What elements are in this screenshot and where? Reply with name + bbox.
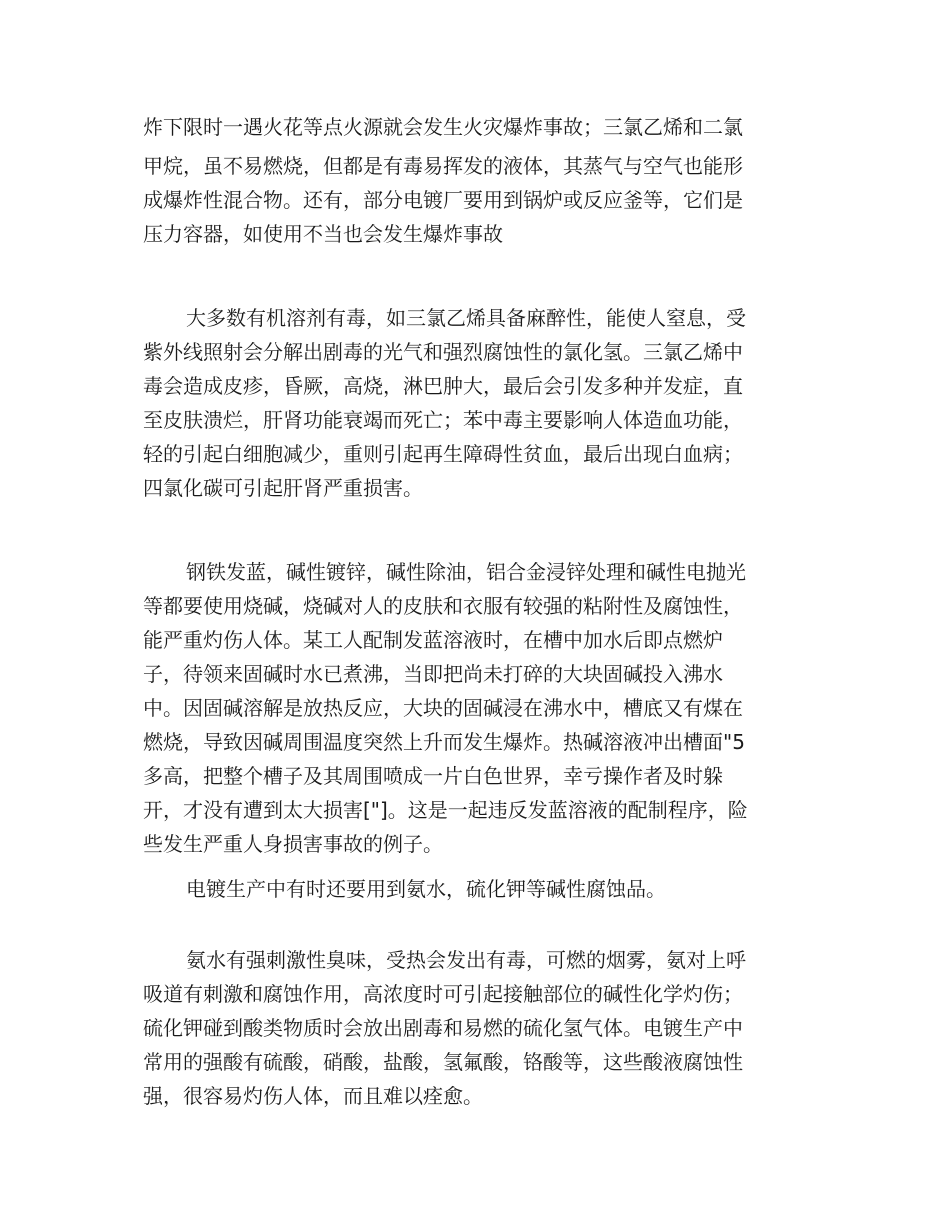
text-line: 轻的引起白细胞减少，重则引起再生障碍性贫血，最后出现白血病；: [143, 442, 743, 466]
text-line: 甲烷，虽不易燃烧，但都是有毒易挥发的液体，其蒸气与空气也能形: [143, 154, 743, 178]
text-line: 子，待领来固碱时水已煮沸，当即把尚未打碎的大块固碱投入沸水: [143, 662, 723, 686]
text-line: 开，才没有遭到太大损害["]。这是一起违反发蓝溶液的配制程序，险: [143, 798, 748, 822]
text-line: 燃烧，导致因碱周围温度突然上升而发生爆炸。热碱溶液冲出槽面"5: [143, 730, 745, 754]
text-line: 炸下限时一遇火花等点火源就会发生火灾爆炸事故；三氯乙烯和二氯: [143, 115, 743, 139]
text-line: 氨水有强刺激性臭味，受热会发出有毒，可燃的烟雾，氨对上呼: [186, 948, 746, 972]
text-line: 钢铁发蓝，碱性镀锌，碱性除油，铝合金浸锌处理和碱性电抛光: [186, 560, 746, 584]
text-line: 中。因固碱溶解是放热反应，大块的固碱浸在沸水中，槽底又有煤在: [143, 696, 743, 720]
text-line: 常用的强酸有硫酸，硝酸，盐酸，氢氟酸，铬酸等，这些酸液腐蚀性: [143, 1050, 743, 1074]
text-line: 强，很容易灼伤人体，而且难以痊愈。: [143, 1084, 483, 1108]
text-line: 大多数有机溶剂有毒，如三氯乙烯具备麻醉性，能使人窒息，受: [186, 306, 746, 330]
text-line: 些发生严重人身损害事故的例子。: [143, 832, 443, 856]
text-line: 压力容器，如使用不当也会发生爆炸事故: [143, 222, 503, 246]
text-line: 成爆炸性混合物。还有，部分电镀厂要用到锅炉或反应釜等，它们是: [143, 188, 743, 212]
text-line: 毒会造成皮疹，昏厥，高烧，淋巴肿大，最后会引发多种并发症，直: [143, 374, 743, 398]
text-line: 硫化钾碰到酸类物质时会放出剧毒和易燃的硫化氢气体。电镀生产中: [143, 1016, 743, 1040]
text-line: 能严重灼伤人体。某工人配制发蓝溶液时，在槽中加水后即点燃炉: [143, 628, 723, 652]
text-line: 四氯化碳可引起肝肾严重损害。: [143, 476, 423, 500]
text-line: 等都要使用烧碱，烧碱对人的皮肤和衣服有较强的粘附性及腐蚀性，: [143, 594, 743, 618]
text-line: 吸道有刺激和腐蚀作用，高浓度时可引起接触部位的碱性化学灼伤；: [143, 982, 743, 1006]
text-line: 多高，把整个槽子及其周围喷成一片白色世界，幸亏操作者及时躲: [143, 764, 723, 788]
text-line: 紫外线照射会分解出剧毒的光气和强烈腐蚀性的氯化氢。三氯乙烯中: [143, 340, 743, 364]
text-line: 至皮肤溃烂，肝肾功能衰竭而死亡；苯中毒主要影响人体造血功能，: [143, 408, 743, 432]
text-line: 电镀生产中有时还要用到氨水，硫化钾等碱性腐蚀品。: [186, 877, 666, 901]
